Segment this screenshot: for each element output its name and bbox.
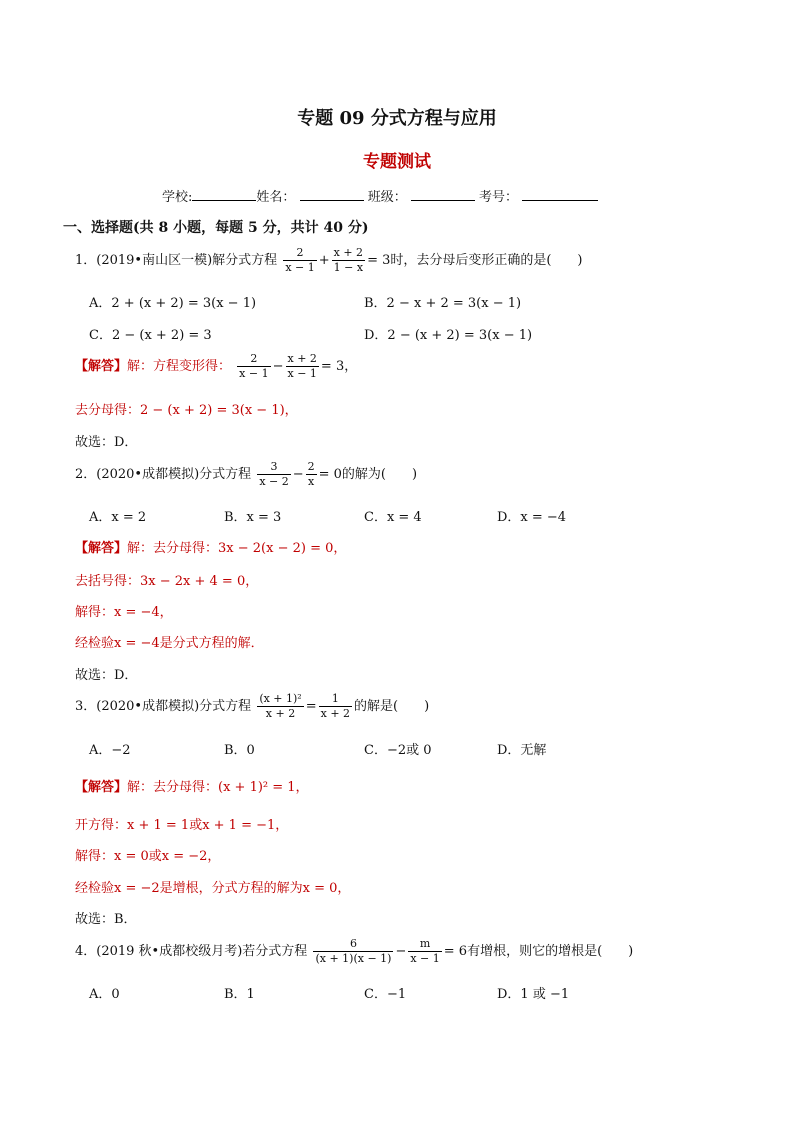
option-d[interactable]: D．x = −4	[497, 510, 567, 525]
answer-2-step: 解得：x = −4，	[75, 605, 173, 620]
numerator: 2	[296, 246, 304, 259]
question-1	[75, 246, 583, 275]
section-title: 一、选择题(共 8 小题，每题 5 分，共计 40 分)	[63, 220, 369, 236]
numerator: 3	[270, 460, 278, 473]
answer-2-step: 经检验x = −4是分式方程的解．	[75, 636, 264, 651]
answer-3-step: 解得：x = 0或x = −2，	[75, 849, 221, 864]
denominator: x − 1	[410, 952, 440, 965]
step-text: 去分母得：2 − (x + 2) = 3(x − 1)，	[75, 403, 298, 418]
fraction	[257, 692, 303, 721]
question-3	[75, 692, 429, 721]
numerator: x + 2	[333, 246, 364, 259]
denominator: x + 2	[320, 707, 351, 720]
question-1-suffix: = 3时，去分母后变形正确的是( )	[367, 253, 583, 268]
option-a[interactable]: A．x = 2	[89, 510, 147, 525]
option-a[interactable]: A．0	[89, 987, 120, 1002]
numerator: 2	[307, 460, 315, 473]
question-4	[75, 937, 633, 966]
answer-lead: 解：去分母得：3x − 2(x − 2) = 0，	[127, 541, 347, 556]
option-c[interactable]: C．−1	[364, 987, 407, 1002]
answer-tag: 【解答】	[75, 541, 128, 556]
answer-lead: 解：方程变形得：	[127, 359, 232, 374]
operator: −	[292, 467, 304, 482]
denominator: x − 1	[287, 367, 317, 380]
question-3-suffix: 的解是( )	[354, 699, 430, 714]
denominator: 1 − x	[333, 261, 364, 274]
option-a[interactable]: A．−2	[89, 743, 131, 758]
fraction	[319, 692, 352, 721]
question-4-suffix: = 6有增根，则它的增根是( )	[443, 944, 634, 959]
exam-number-blank[interactable]	[522, 188, 598, 201]
denominator: x	[306, 474, 317, 489]
numerator: (x + 1)²	[259, 692, 302, 705]
numerator: 6	[349, 937, 357, 950]
option-b[interactable]: B．0	[224, 743, 255, 758]
option-d[interactable]: D．无解	[497, 743, 547, 758]
option-b[interactable]: B．2 − x + 2 = 3(x − 1)	[364, 296, 522, 311]
denominator: (x + 1)(x − 1)	[315, 952, 392, 965]
numerator: x + 2	[287, 352, 317, 365]
question-4-prefix: 4．(2019 秋•成都校级月考)若分式方程	[75, 944, 308, 959]
operator: −	[272, 359, 284, 374]
operator: −	[395, 944, 407, 959]
question-2	[75, 460, 417, 489]
fraction	[408, 937, 441, 966]
option-d[interactable]: D．2 − (x + 2) = 3(x − 1)	[364, 328, 533, 343]
option-c[interactable]: C．−2或 0	[364, 743, 432, 758]
question-1-prefix: 1．(2019•南山区一模)解分式方程	[75, 253, 278, 268]
answer-tag: 【解答】	[75, 359, 128, 374]
answer-2-choice: 故选：D．	[75, 668, 138, 683]
question-2-suffix: = 0的解为( )	[318, 467, 418, 482]
numerator: 2	[250, 352, 258, 365]
school-label: 学校:	[162, 190, 193, 205]
denominator: x − 2	[259, 475, 289, 488]
class-blank[interactable]	[411, 188, 475, 201]
fraction	[306, 460, 317, 489]
answer-lead: 解：去分母得：(x + 1)² = 1，	[127, 780, 309, 795]
fraction	[286, 352, 319, 381]
operator: +	[318, 253, 330, 268]
page-subtitle: 专题测试	[363, 152, 431, 172]
fraction	[332, 246, 365, 275]
question-2-prefix: 2．(2020•成都模拟)分式方程	[75, 467, 252, 482]
answer-2-step: 去括号得：3x − 2x + 4 = 0，	[75, 574, 259, 589]
answer-3-choice: 故选：B．	[75, 912, 137, 927]
numerator: m	[419, 937, 431, 950]
student-info-line	[162, 186, 598, 205]
answer-3	[75, 776, 309, 795]
class-label: 班级：	[367, 190, 407, 205]
numerator: 1	[331, 692, 339, 705]
denominator: x − 1	[239, 367, 269, 380]
page-title: 专题 09 分式方程与应用	[297, 108, 497, 129]
answer-1	[75, 352, 357, 381]
exam-number-label: 考号：	[478, 190, 518, 205]
fraction	[237, 352, 270, 381]
name-label: 姓名：	[256, 190, 296, 205]
option-b[interactable]: B．1	[224, 987, 255, 1002]
school-blank[interactable]	[192, 188, 256, 201]
option-c[interactable]: C．2 − (x + 2) = 3	[89, 328, 212, 343]
name-blank[interactable]	[300, 188, 364, 201]
option-d[interactable]: D．1 或 −1	[497, 987, 570, 1002]
option-c[interactable]: C．x = 4	[364, 510, 422, 525]
denominator: x + 2	[257, 706, 303, 721]
option-b[interactable]: B．x = 3	[224, 510, 282, 525]
fraction	[313, 937, 393, 966]
fraction	[283, 246, 316, 275]
answer-tail: = 3，	[320, 359, 358, 374]
answer-1-choice: 故选：D．	[75, 435, 138, 450]
denominator: x − 1	[285, 261, 315, 274]
answer-2	[75, 537, 346, 556]
answer-tag: 【解答】	[75, 780, 128, 795]
question-3-prefix: 3．(2020•成都模拟)分式方程	[75, 699, 252, 714]
operator: =	[305, 699, 317, 714]
answer-1-step	[75, 399, 298, 418]
fraction	[257, 460, 290, 489]
answer-3-step: 经检验x = −2是增根，分式方程的解为x = 0，	[75, 881, 351, 896]
option-a[interactable]: A．2 + (x + 2) = 3(x − 1)	[89, 296, 257, 311]
answer-3-step: 开方得：x + 1 = 1或x + 1 = −1，	[75, 818, 289, 833]
